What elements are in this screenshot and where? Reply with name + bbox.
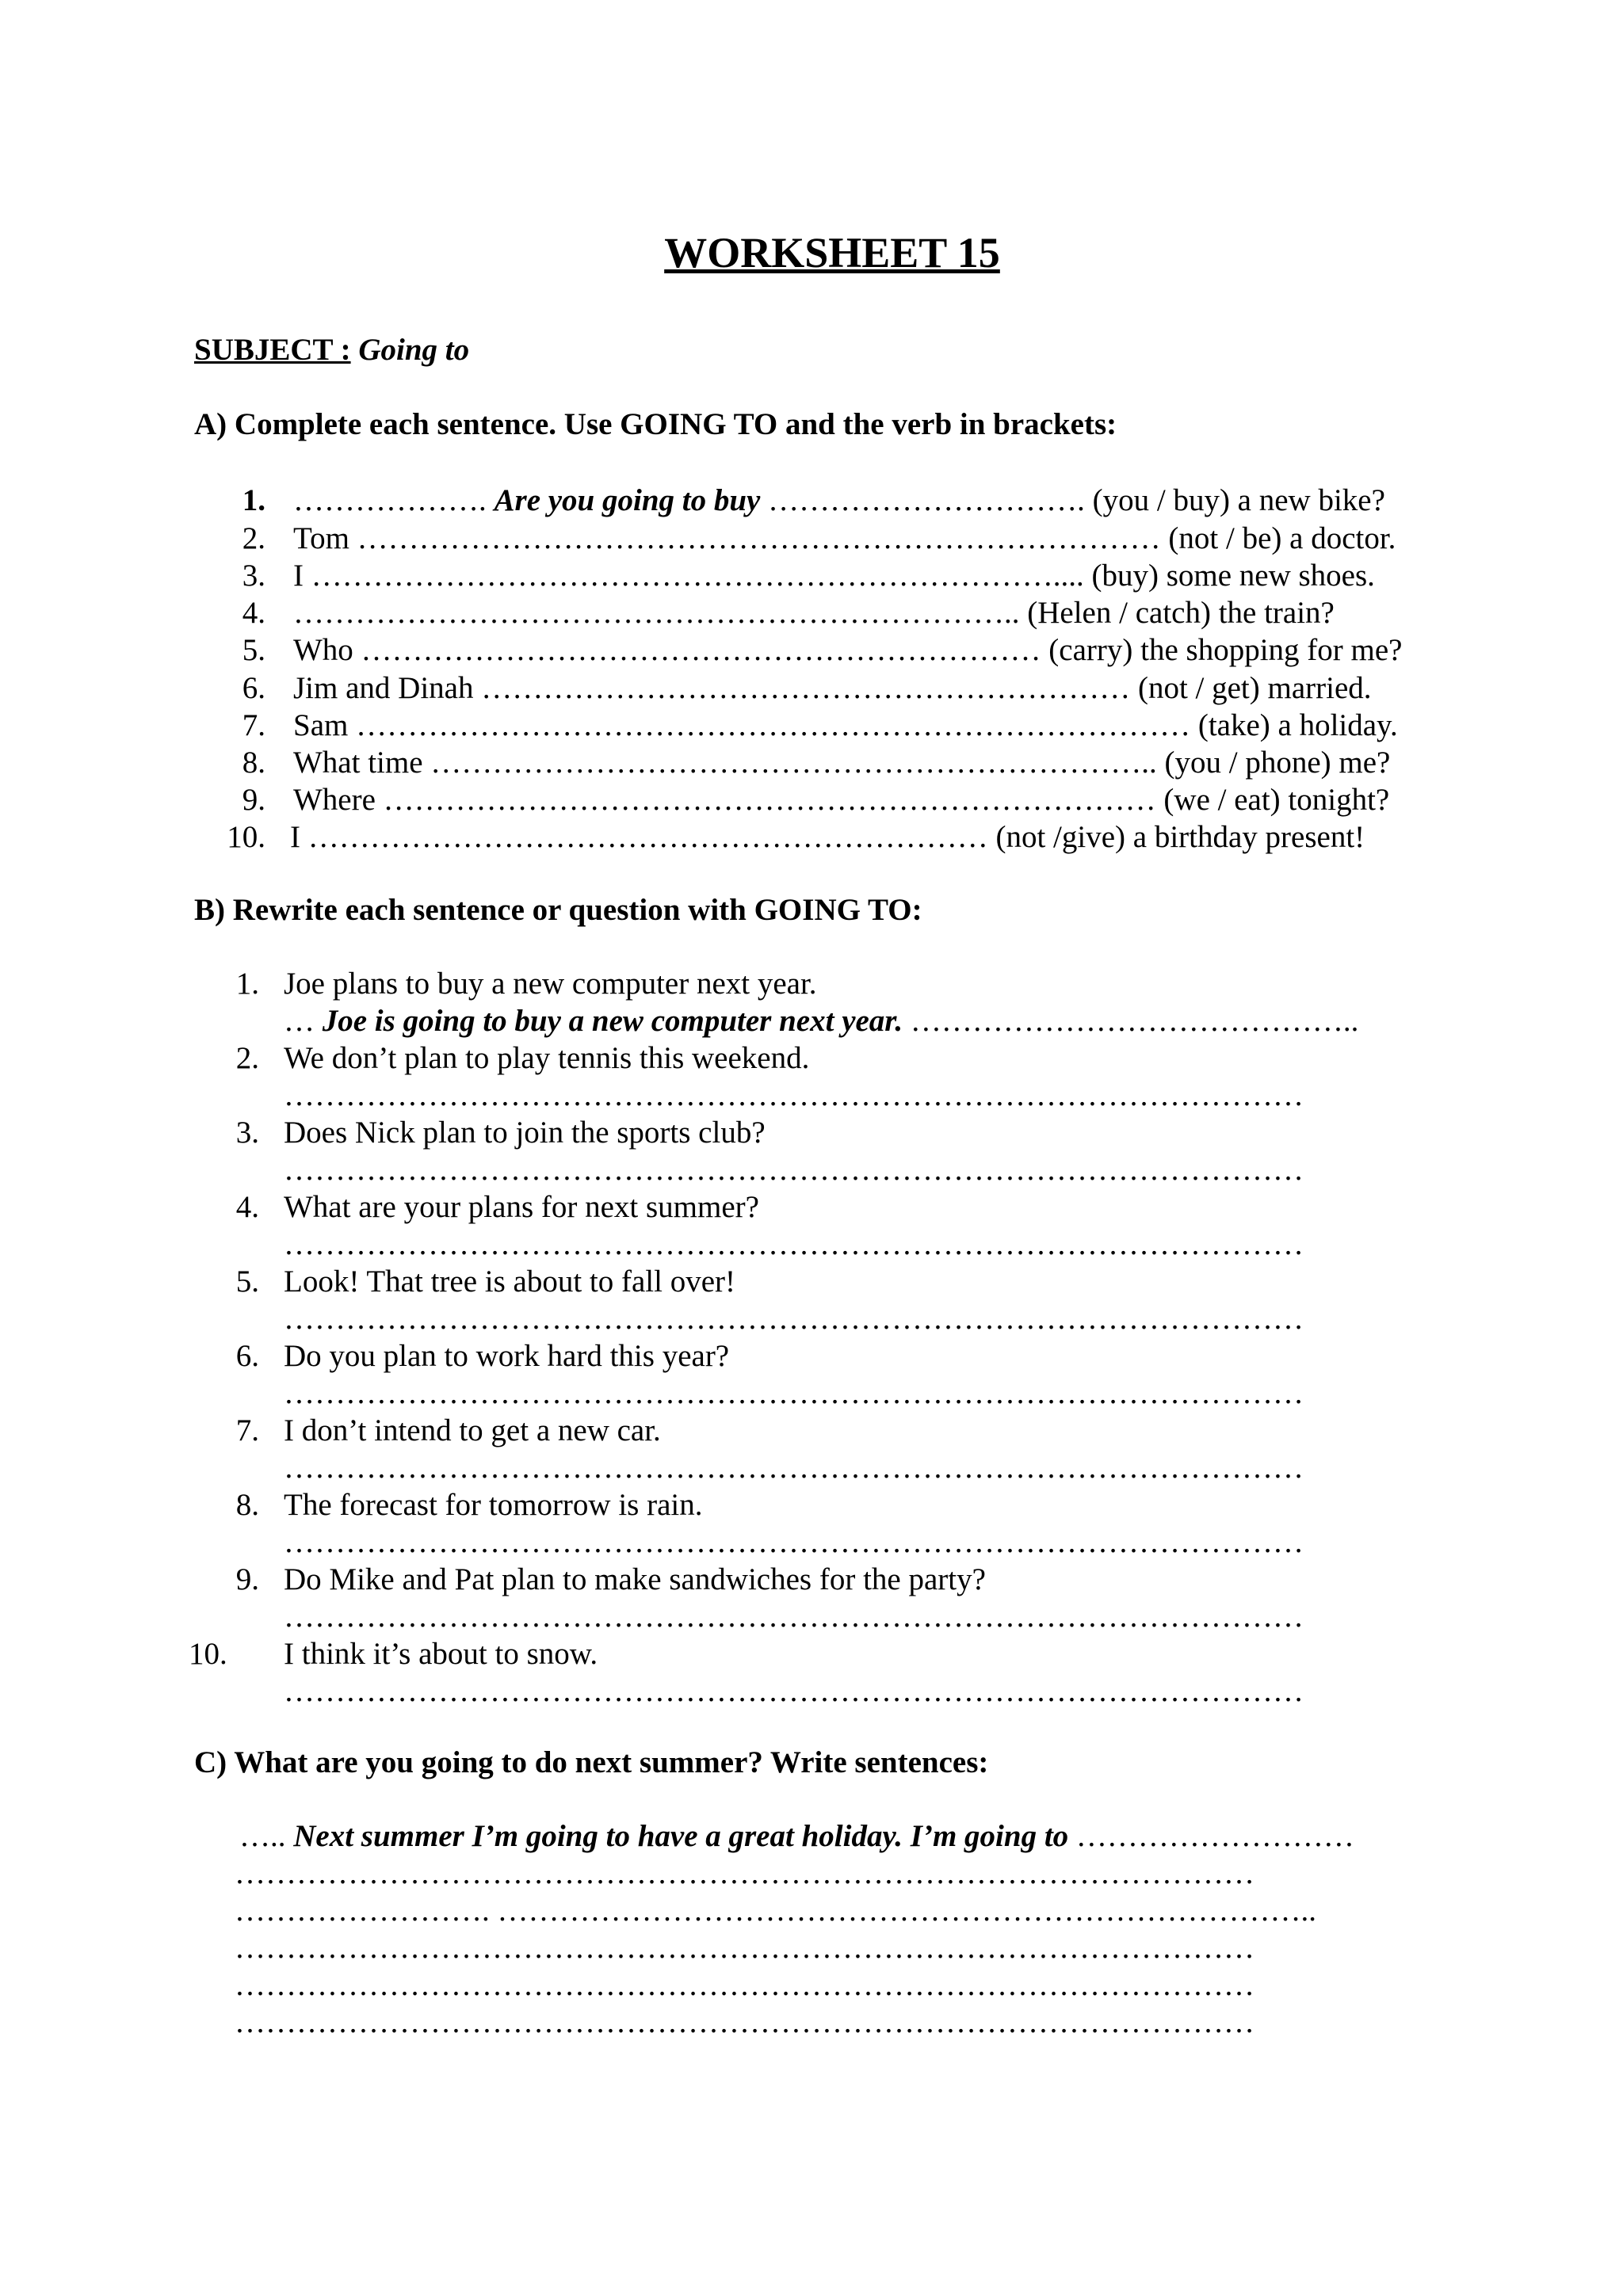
item-blank: ….. bbox=[239, 1819, 294, 1853]
item-number: 10. bbox=[227, 820, 265, 854]
answer-line: ……………………………………………………………………………………… bbox=[284, 1153, 1304, 1187]
item-sentence: Do Mike and Pat plan to make sandwiches for the party? bbox=[284, 1562, 986, 1596]
item-number: 6. bbox=[242, 671, 265, 705]
item-prompt: …………………………. (you / buy) a new bike? bbox=[760, 483, 1385, 517]
item-number: 1. bbox=[242, 483, 265, 517]
item-number: 2. bbox=[235, 1041, 259, 1075]
answer-line: ……………………. …………………………………………………………………….. bbox=[235, 1894, 1316, 1928]
subject-label: SUBJECT : bbox=[194, 333, 351, 367]
item-sentence: I don’t intend to get a new car. bbox=[284, 1413, 661, 1447]
item-sentence: Do you plan to work hard this year? bbox=[284, 1339, 730, 1373]
item-number: 5. bbox=[235, 1264, 259, 1299]
item-number: 5. bbox=[242, 633, 265, 667]
item-sentence: What are your plans for next summer? bbox=[284, 1190, 759, 1224]
subject-line bbox=[194, 334, 469, 365]
item-number: 2. bbox=[242, 521, 265, 555]
item-number: 6. bbox=[235, 1339, 259, 1373]
page-title: WORKSHEET 15 bbox=[664, 229, 1000, 277]
item-text: Who ………………………………………………………… (carry) the shopping for me? bbox=[293, 633, 1403, 667]
example-answer: Are you going to buy bbox=[494, 483, 761, 517]
answer-line: ……………………………………………………………………………………… bbox=[284, 1376, 1304, 1410]
item-sentence: The forecast for tomorrow is rain. bbox=[284, 1488, 703, 1522]
section-a-heading: A) Complete each sentence. Use GOING TO and the verb in brackets: bbox=[194, 407, 1117, 441]
item-number: 8. bbox=[235, 1488, 259, 1522]
item-sentence: We don’t plan to play tennis this weekend. bbox=[284, 1041, 810, 1075]
item-sentence: Look! That tree is about to fall over! bbox=[284, 1264, 736, 1299]
item-text: Jim and Dinah ……………………………………………………… (not / get) married. bbox=[293, 671, 1372, 705]
item-number: 3. bbox=[235, 1116, 259, 1150]
item-number: 8. bbox=[242, 746, 265, 780]
item-text: What time …………………………………………………………….. (you / phone) me? bbox=[293, 746, 1391, 780]
item-number: 4. bbox=[235, 1190, 259, 1224]
item-number: 9. bbox=[235, 1562, 259, 1596]
item-number: 1. bbox=[235, 967, 259, 1001]
item-number: 9. bbox=[242, 783, 265, 817]
example-answer: Joe is going to buy a new computer next year. bbox=[322, 1004, 903, 1038]
item-sentence: Joe plans to buy a new computer next year. bbox=[284, 967, 817, 1001]
section-c-heading: C) What are you going to do next summer? Write sentences: bbox=[194, 1745, 989, 1779]
item-number: 7. bbox=[242, 708, 265, 742]
answer-line: ……………………………………………………………………………………… bbox=[284, 1227, 1304, 1261]
answer-line: ……………………………………………………………………………………… bbox=[284, 1525, 1304, 1559]
answer-line: ……………………………………………………………………………………… bbox=[235, 1931, 1254, 1965]
item-sentence: I think it’s about to snow. bbox=[284, 1637, 598, 1671]
item-text: …………………………………………………………….. (Helen / catch) the train? bbox=[293, 596, 1335, 630]
answer-line: ……………………………………………………………………………………… bbox=[235, 1856, 1254, 1890]
subject-value: Going to bbox=[358, 333, 470, 367]
answer-line: ……………………………………………………………………………………… bbox=[284, 1451, 1304, 1485]
item-text: I ……………………………………………………………….... (buy) some new shoes. bbox=[293, 559, 1375, 593]
section-b-heading: B) Rewrite each sentence or question with GOING TO: bbox=[194, 893, 922, 927]
answer-line: ……………………………………………………………………………………… bbox=[284, 1674, 1304, 1708]
item-blank: ………………. bbox=[293, 483, 495, 517]
answer-line: ……………………………………………………………………………………… bbox=[284, 1302, 1304, 1336]
example-answer: Next summer I’m going to have a great holiday. I’m going to bbox=[293, 1819, 1069, 1853]
item-blank: ……………………… bbox=[1068, 1819, 1354, 1853]
item-number: 7. bbox=[235, 1413, 259, 1447]
answer-line: ……………………………………………………………………………………… bbox=[235, 2005, 1254, 2039]
item-text: I ………………………………………………………… (not /give) a birthday present! bbox=[290, 820, 1365, 854]
item-text: Where ………………………………………………………………… (we / eat) tonight? bbox=[293, 783, 1390, 817]
example-answer-line bbox=[284, 1005, 1358, 1036]
item-blank: …………………………………….. bbox=[903, 1004, 1359, 1038]
item-sentence: Does Nick plan to join the sports club? bbox=[284, 1116, 766, 1150]
item-text bbox=[293, 485, 1385, 516]
item-number: 3. bbox=[242, 559, 265, 593]
item-number: 4. bbox=[242, 596, 265, 630]
item-blank: … bbox=[284, 1004, 323, 1038]
example-answer-line bbox=[239, 1821, 1354, 1852]
answer-line: ……………………………………………………………………………………… bbox=[235, 1968, 1254, 2002]
answer-line: ……………………………………………………………………………………… bbox=[284, 1600, 1304, 1634]
answer-line: ……………………………………………………………………………………… bbox=[284, 1078, 1304, 1112]
item-number: 10. bbox=[189, 1637, 227, 1671]
item-text: Tom …………………………………………………………………… (not / be) a doctor. bbox=[293, 521, 1396, 555]
item-text: Sam ……………………………………………………………………… (take) a holiday. bbox=[293, 708, 1398, 742]
